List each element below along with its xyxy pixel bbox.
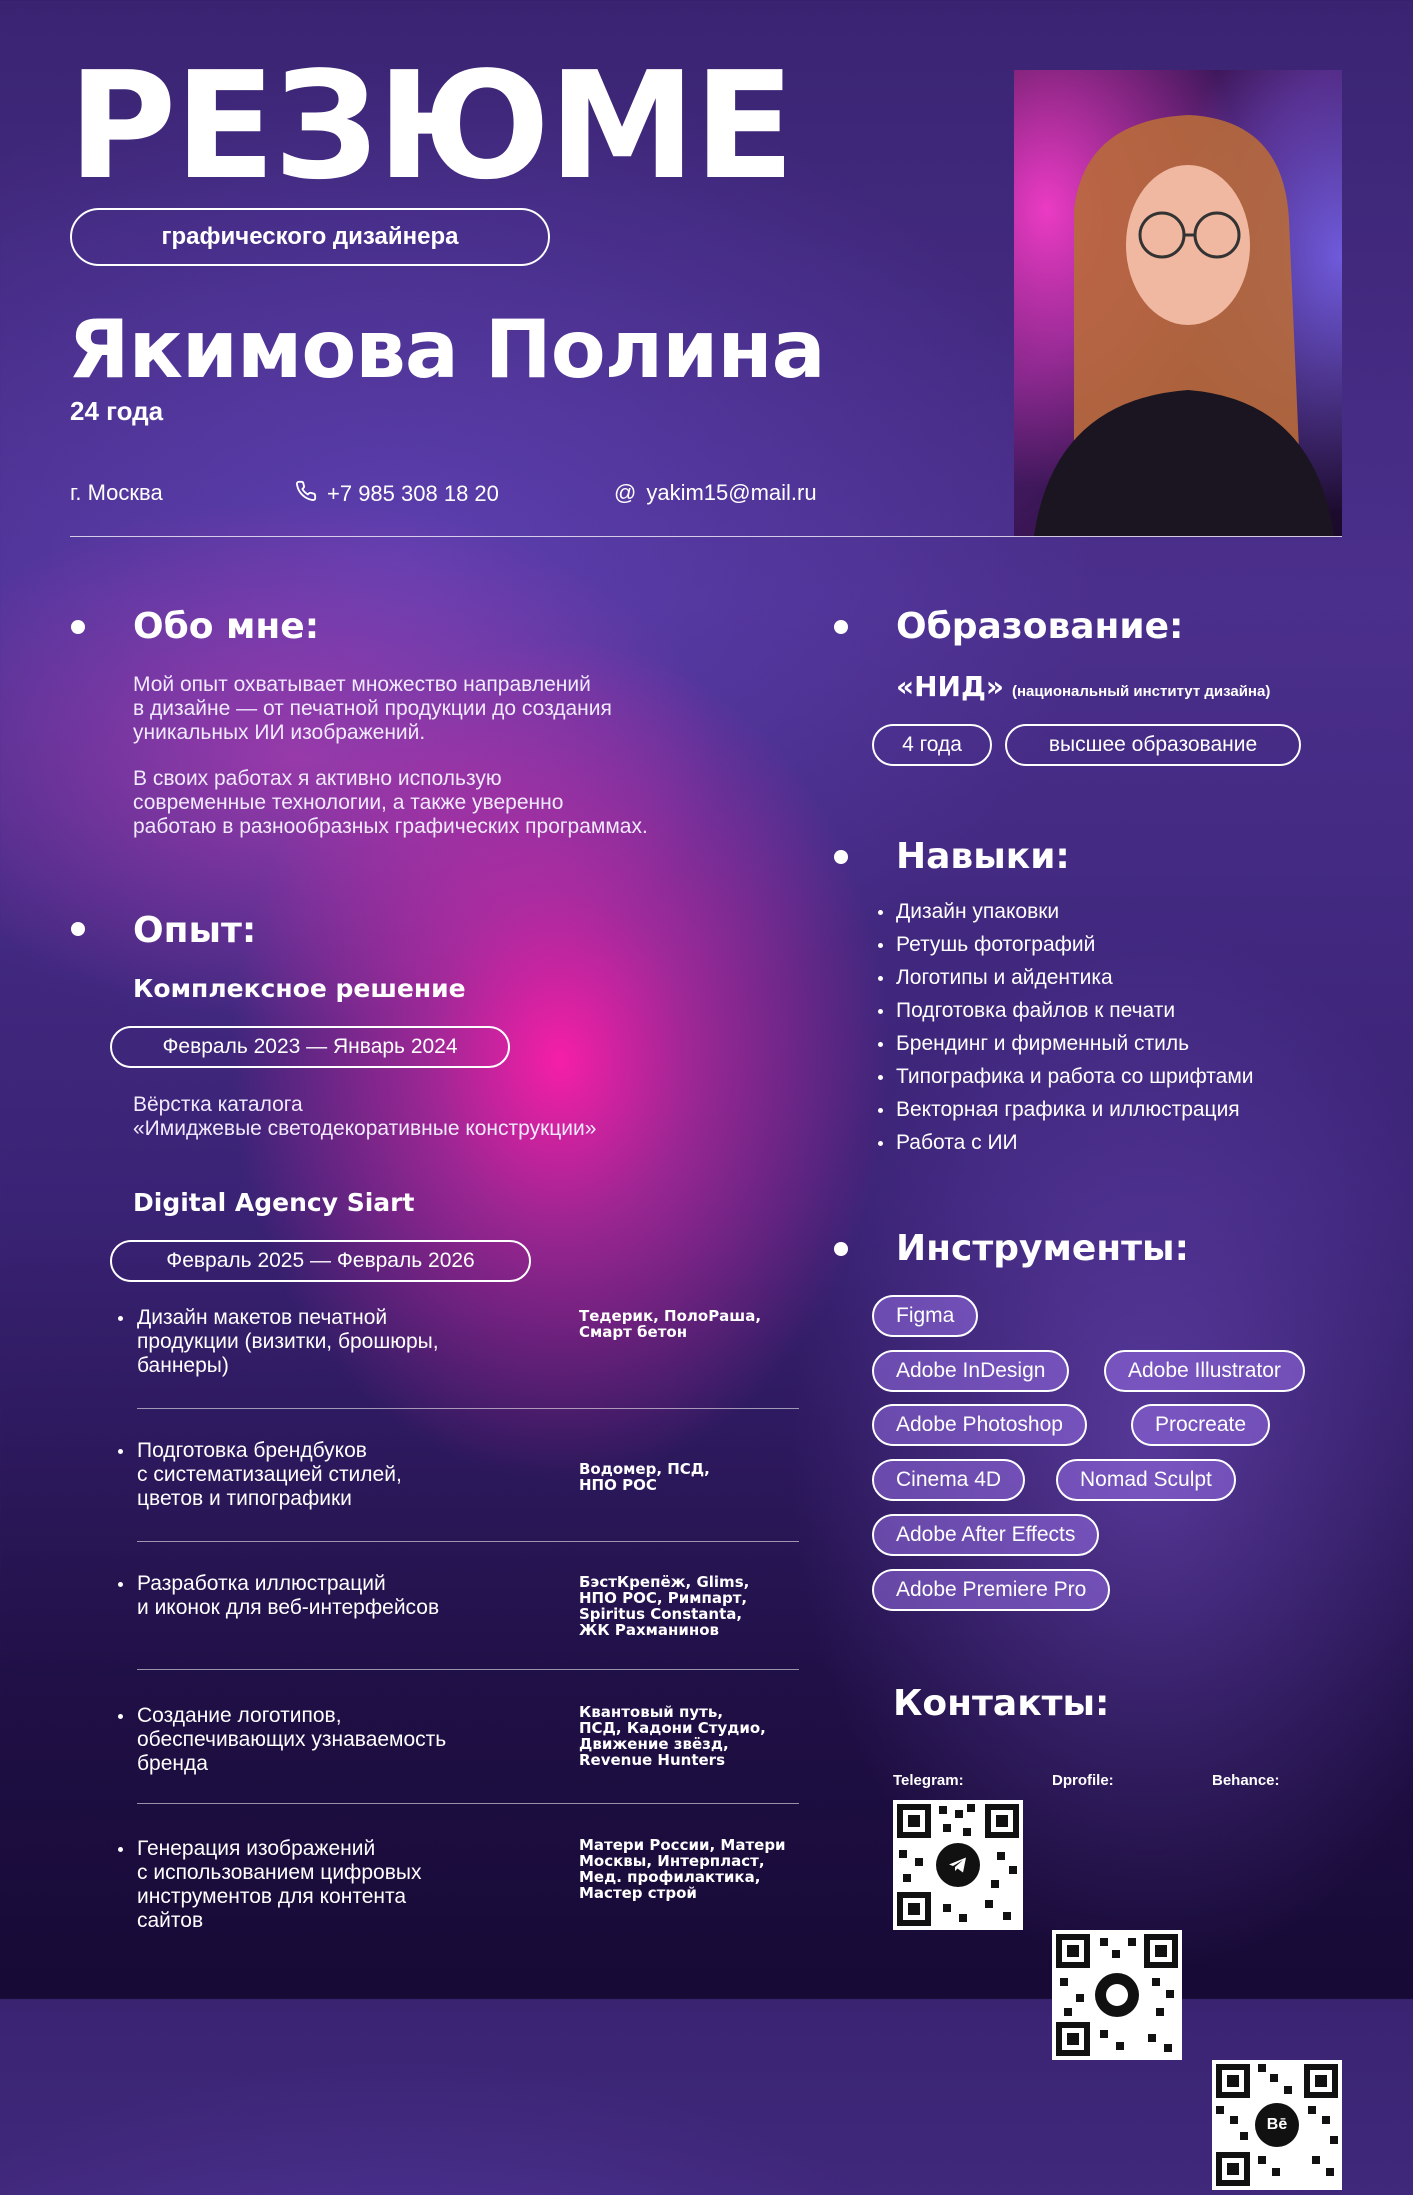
dprofile-icon [1095,1973,1139,2017]
profile-photo [1014,70,1342,536]
about-paragraph-1: Мой опыт охватывает множество направлений в дизайне — от печатной продукции до создания уникальных ИИ изображений. [133,673,612,744]
education-degree: высшее образование [1005,724,1301,766]
about-paragraph-2: В своих работах я активно использую современные технологии, а также уверенно работаю в разнообразных графических программах. [133,767,648,838]
task-bullet [118,1449,123,1454]
education-duration: 4 года [872,724,992,766]
tools-title: Инструменты: [896,1228,1189,1269]
header-divider [70,536,1342,537]
tool-pill: Adobe After Effects [872,1514,1099,1556]
dprofile-qr-code[interactable] [1052,1930,1182,2060]
skill-item [878,1098,1240,1122]
task-row [118,1306,798,1406]
skill-item [878,1131,1018,1155]
skill-label: Брендинг и фирменный стиль [896,1032,1190,1055]
experience-title: Опыт: [133,910,257,951]
skill-bullet [878,1009,883,1014]
skill-label: Подготовка файлов к печати [896,999,1176,1022]
skill-bullet [878,1042,883,1047]
task-text: Генерация изображений с использованием цифровых инструментов для контента сайтов [137,1837,422,1932]
candidate-age: 24 года [70,396,164,426]
skill-label: Ретушь фотографий [896,933,1096,956]
task-clients: Матери России, Матери Москвы, Интерпласт, Мед. профилактика, Мастер строй [579,1836,786,1902]
task-bullet [118,1582,123,1587]
job1-company: Комплексное решение [133,974,466,1003]
tool-pill: Adobe InDesign [872,1350,1069,1392]
subtitle-pill: графического дизайнера [70,208,550,266]
task-clients: БэстКрепёж, Glims, НПО РОС, Римпарт, Spiritus Constanta, ЖК Рахманинов [579,1573,750,1639]
skill-bullet [878,1075,883,1080]
task-bullet [118,1847,123,1852]
education-bullet [834,620,848,634]
skill-label: Типографика и работа со шрифтами [896,1065,1254,1088]
row-divider [137,1408,799,1409]
phone-info[interactable] [295,480,499,508]
tools-bullet [834,1242,848,1256]
tool-pill: Figma [872,1295,978,1337]
task-row [118,1704,798,1804]
telegram-label: Telegram: [893,1772,964,1789]
email-info[interactable] [614,480,817,506]
experience-bullet [71,922,85,936]
skills-bullet [834,850,848,864]
task-text: Создание логотипов, обеспечивающих узнаваемость бренда [137,1704,447,1775]
at-icon: @ [614,480,637,505]
task-row [118,1572,798,1672]
job2-company: Digital Agency Siart [133,1188,415,1217]
row-divider [137,1669,799,1670]
job1-description: Вёрстка каталога «Имиджевые светодекоративные конструкции» [133,1093,597,1140]
skill-item [878,933,1095,957]
phone-text: +7 985 308 18 20 [327,481,499,506]
contacts-title: Контакты: [893,1683,1110,1724]
school-full-name: (национальный институт дизайна) [1011,683,1271,700]
skill-item [878,999,1175,1023]
skill-item [878,900,1059,924]
about-bullet [71,620,85,634]
task-clients: Тедерик, ПолоРаша, Смарт бетон [579,1307,762,1341]
education-school [896,670,1270,703]
email-text: yakim15@mail.ru [646,480,817,505]
skill-item [878,1065,1254,1089]
task-bullet [118,1316,123,1321]
skill-bullet [878,943,883,948]
row-divider [137,1803,799,1804]
dprofile-label: Dprofile: [1052,1772,1114,1789]
telegram-icon [936,1843,980,1887]
city-info [70,480,163,506]
task-row [118,1439,798,1539]
task-clients: Водомер, ПСД, НПО РОС [579,1460,710,1494]
skill-item [878,1032,1189,1056]
skill-label: Работа с ИИ [896,1131,1018,1154]
tool-pill: Procreate [1131,1404,1270,1446]
skill-item [878,966,1113,990]
skill-label: Векторная графика и иллюстрация [896,1098,1240,1121]
resume-title: РЕЗЮМЕ [68,40,793,212]
job2-dates: Февраль 2025 — Февраль 2026 [110,1240,531,1282]
task-clients: Квантовый путь, ПСД, Кадони Студио, Движение звёзд, Revenue Hunters [579,1703,766,1769]
school-name: «НИД» [896,670,1004,703]
skill-label: Логотипы и айдентика [896,966,1113,989]
skill-bullet [878,1108,883,1113]
task-text: Подготовка брендбуков с систематизацией стилей, цветов и типографики [137,1439,402,1510]
behance-icon: Bē [1255,2103,1299,2147]
task-bullet [118,1714,123,1719]
telegram-qr-code[interactable] [893,1800,1023,1930]
task-text: Разработка иллюстраций и иконок для веб-интерфейсов [137,1572,440,1619]
skill-bullet [878,976,883,981]
skills-title: Навыки: [896,836,1070,877]
tool-pill: Adobe Photoshop [872,1404,1087,1446]
skill-label: Дизайн упаковки [896,900,1060,923]
city-text: г. Москва [70,480,163,505]
task-row [118,1837,798,1957]
candidate-name: Якимова Полина [68,303,825,396]
behance-label: Behance: [1212,1772,1280,1789]
education-title: Образование: [896,606,1184,647]
about-title: Обо мне: [133,606,320,647]
tool-pill: Cinema 4D [872,1459,1025,1501]
tool-pill: Nomad Sculpt [1056,1459,1236,1501]
tool-pill: Adobe Illustrator [1104,1350,1305,1392]
phone-icon [295,480,317,508]
skill-bullet [878,910,883,915]
skill-bullet [878,1141,883,1146]
task-text: Дизайн макетов печатной продукции (визитки, брошюры, баннеры) [137,1306,439,1377]
tool-pill: Adobe Premiere Pro [872,1569,1110,1611]
job1-dates: Февраль 2023 — Январь 2024 [110,1026,510,1068]
behance-qr-code[interactable] [1212,2060,1342,2190]
row-divider [137,1541,799,1542]
